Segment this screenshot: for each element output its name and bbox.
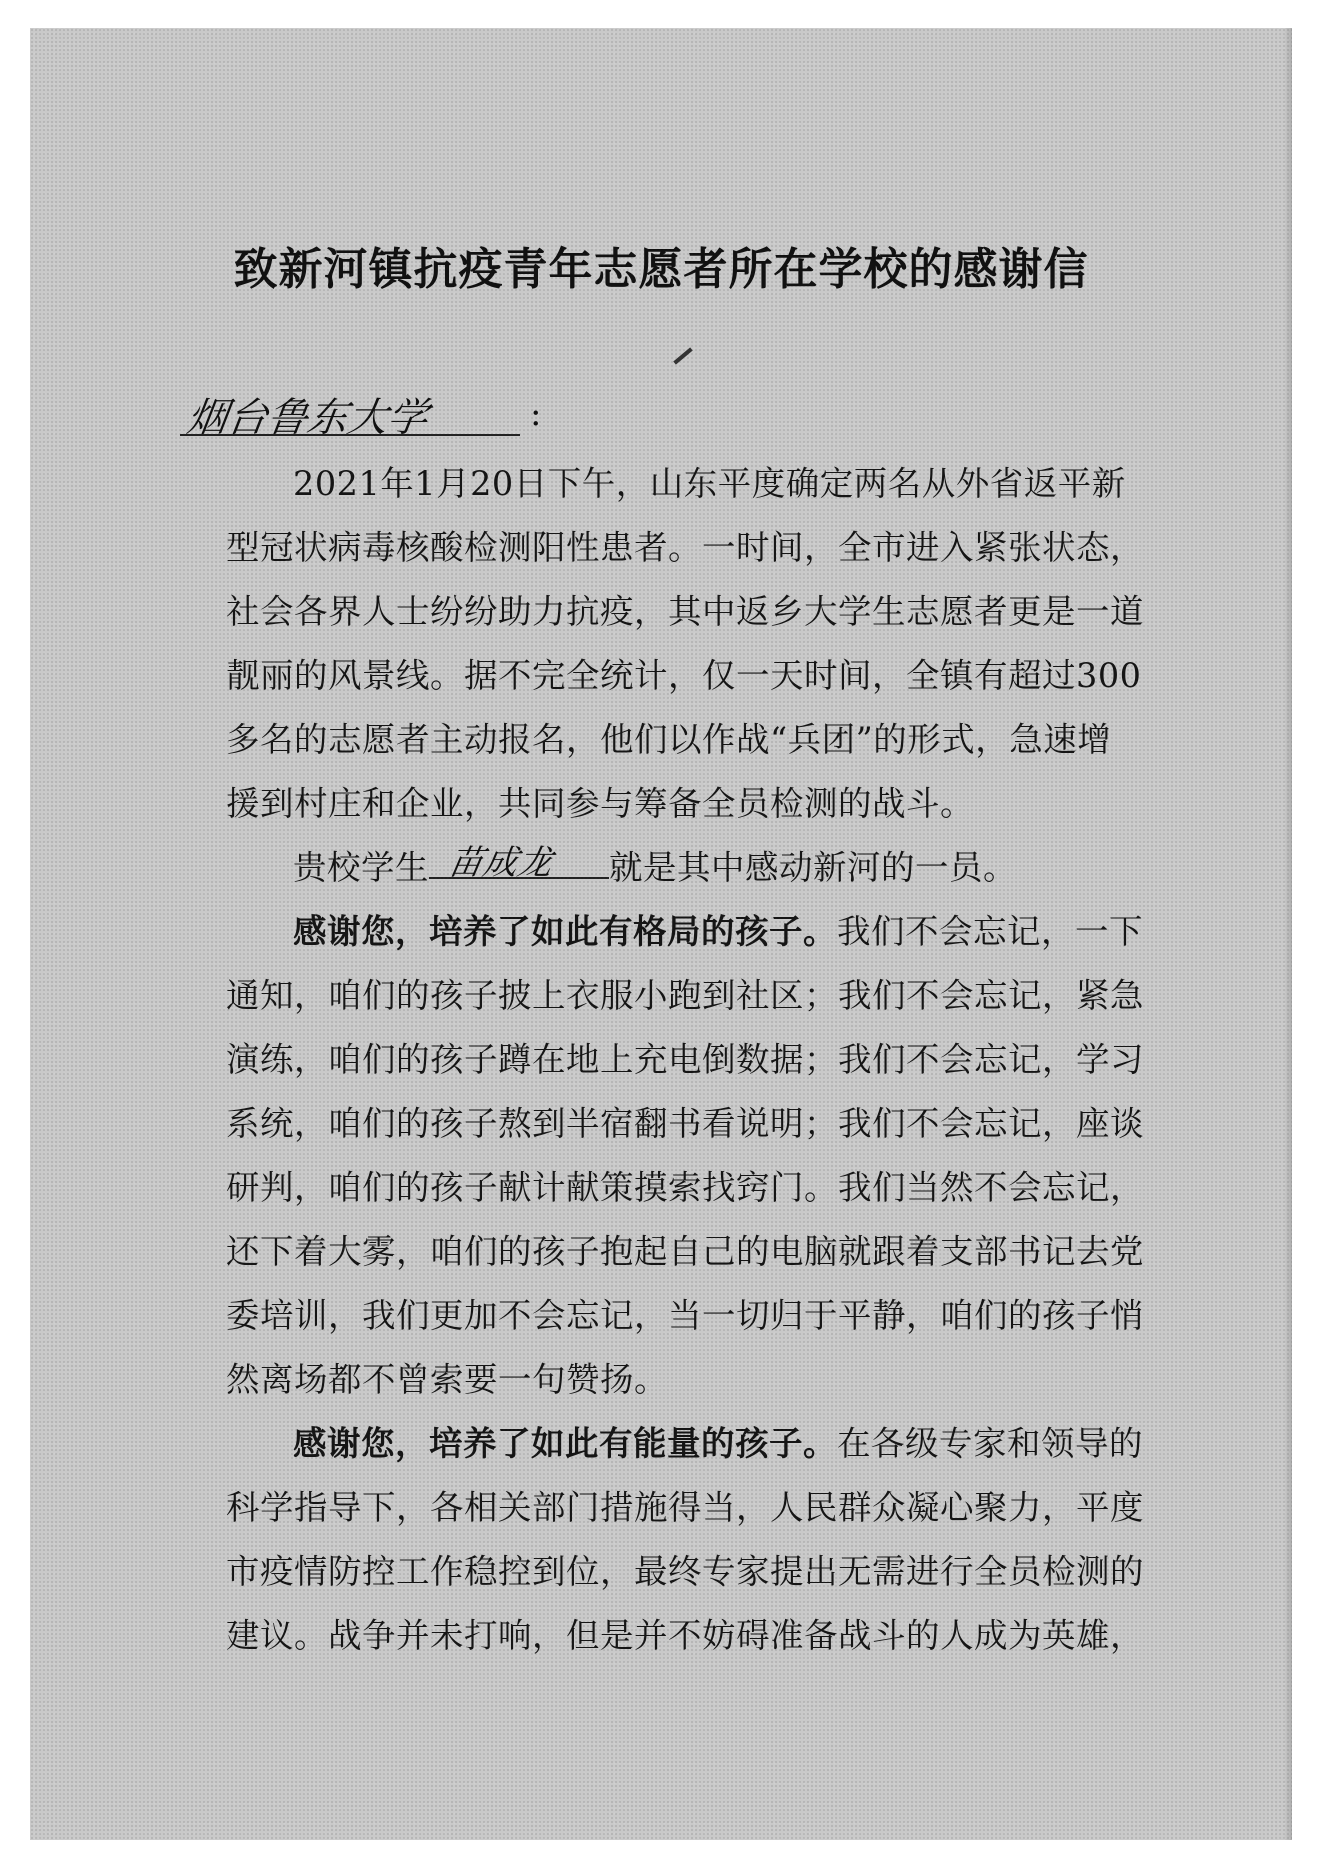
letter-body <box>226 452 1186 1668</box>
paragraph3-heading: 感谢您，培养了如此有能量的孩子。 <box>293 1424 837 1463</box>
text-line: 建议。战争并未打响，但是并不妨碍准备战斗的人成为英雄， <box>226 1616 1144 1655</box>
recipient-underline <box>180 434 520 436</box>
scanned-letter-page <box>30 28 1292 1840</box>
text-line: 委培训，我们更加不会忘记，当一切归于平静，咱们的孩子悄 <box>226 1296 1144 1335</box>
paragraph3-first-line <box>226 1412 1186 1476</box>
student-suffix: 就是其中感动新河的一员。 <box>609 848 1017 887</box>
student-name-blank <box>429 837 609 883</box>
paragraph2-first-text: 我们不会忘记，一下 <box>837 912 1143 951</box>
text-line: 靓丽的风景线。据不完全统计，仅一天时间，全镇有超过300 <box>226 656 1142 695</box>
text-line: 多名的志愿者主动报名，他们以作战“兵团”的形式，急速增 <box>226 720 1112 759</box>
text-line: 科学指导下，各相关部门措施得当，人民群众凝心聚力，平度 <box>226 1488 1144 1527</box>
salutation-colon: : <box>530 394 542 434</box>
paragraph2-heading: 感谢您，培养了如此有格局的孩子。 <box>293 912 837 951</box>
text-line: 援到村庄和企业，共同参与筹备全员检测的战斗。 <box>226 784 974 823</box>
text-line: 然离场都不曾索要一句赞扬。 <box>226 1360 668 1399</box>
student-name-handwritten: 苗成龙 <box>445 843 557 883</box>
text-line: 市疫情防控工作稳控到位，最终专家提出无需进行全员检测的 <box>226 1552 1144 1591</box>
salutation-line <box>180 384 700 444</box>
paragraph3-first-text: 在各级专家和领导的 <box>837 1424 1143 1463</box>
student-line <box>226 836 1186 900</box>
recipient-handwritten: 烟台鲁东大学 <box>184 395 431 441</box>
text-line: 通知，咱们的孩子披上衣服小跑到社区；我们不会忘记，紧急 <box>226 976 1144 1015</box>
scan-edge-shadow <box>1284 28 1292 1840</box>
text-line: 还下着大雾，咱们的孩子抱起自己的电脑就跟着支部书记去党 <box>226 1232 1144 1271</box>
text-line: 研判，咱们的孩子献计献策摸索找窍门。我们当然不会忘记， <box>226 1168 1144 1207</box>
paragraph2-first-line <box>226 900 1186 964</box>
student-prefix: 贵校学生 <box>293 848 429 887</box>
ink-speck <box>673 347 692 364</box>
text-line: 社会各界人士纷纷助力抗疫，其中返乡大学生志愿者更是一道 <box>226 592 1144 631</box>
text-line: 系统，咱们的孩子熬到半宿翻书看说明；我们不会忘记，座谈 <box>226 1104 1144 1143</box>
text-line: 演练，咱们的孩子蹲在地上充电倒数据；我们不会忘记，学习 <box>226 1040 1144 1079</box>
letter-title: 致新河镇抗疫青年志愿者所在学校的感谢信 <box>233 244 1089 295</box>
text-line: 2021年1月20日下午，山东平度确定两名从外省返平新 <box>293 464 1126 503</box>
text-line: 型冠状病毒核酸检测阳性患者。一时间，全市进入紧张状态， <box>226 528 1144 567</box>
